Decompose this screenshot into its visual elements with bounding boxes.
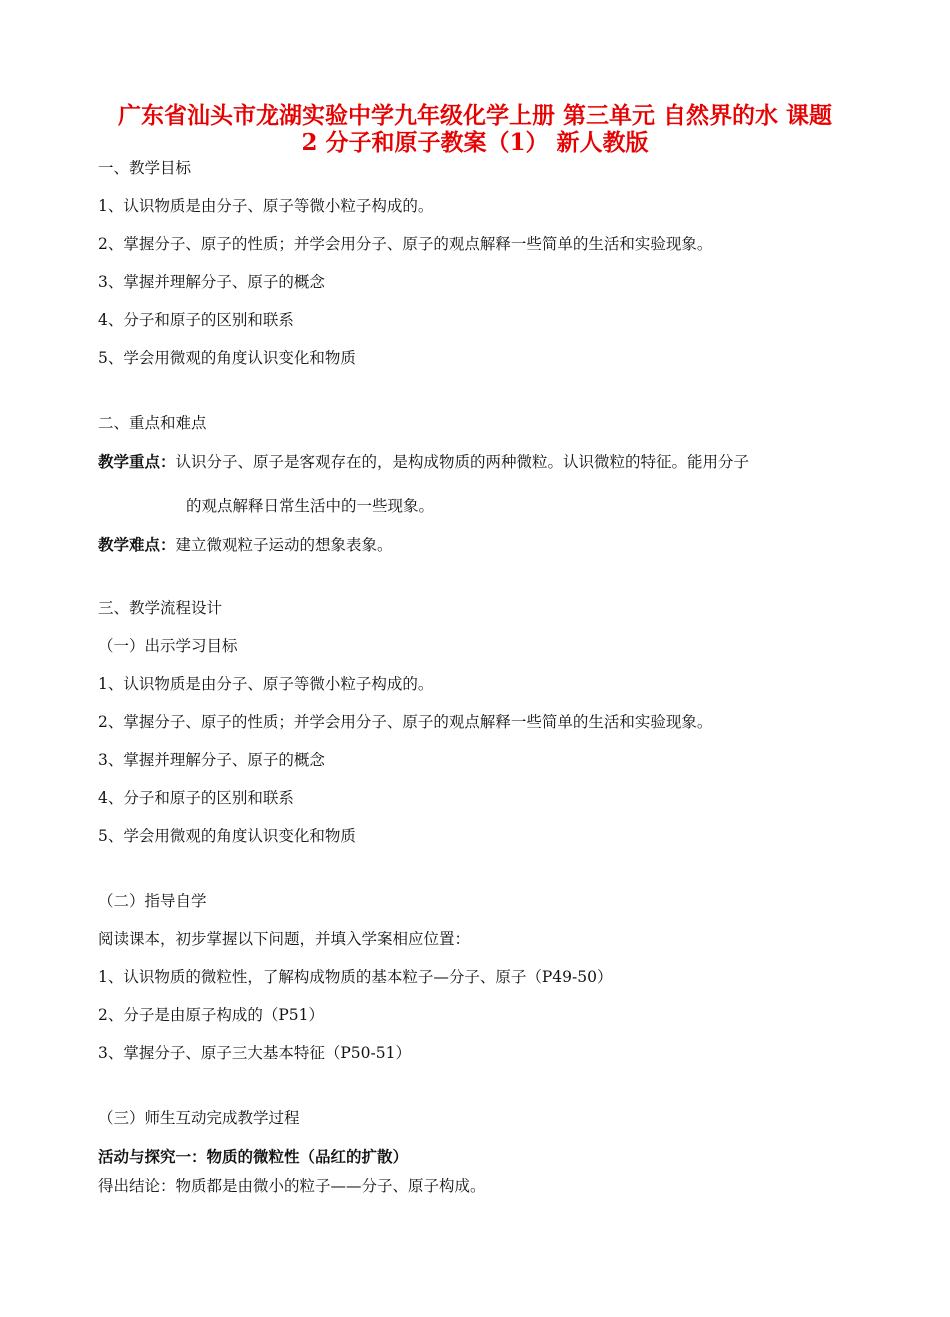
objective-item: 4、分子和原子的区别和联系 bbox=[98, 311, 294, 329]
learning-goal-item: 2、掌握分子、原子的性质；并学会用分子、原子的观点解释一些简单的生活和实验现象。 bbox=[98, 713, 713, 731]
activity-1-heading: 活动与探究一：物质的微粒性（品红的扩散） bbox=[98, 1147, 409, 1166]
difficulty-text: 建立微观粒子运动的想象表象。 bbox=[175, 536, 393, 554]
key-point-label: 教学重点： bbox=[98, 452, 176, 471]
learning-goal-item: 4、分子和原子的区别和联系 bbox=[98, 789, 294, 807]
section-3-heading: 三、教学流程设计 bbox=[98, 599, 223, 617]
self-study-item: 3、掌握分子、原子三大基本特征（P50-51） bbox=[98, 1044, 411, 1062]
objective-item: 1、认识物质是由分子、原子等微小粒子构成的。 bbox=[98, 197, 434, 215]
document-title-line-1: 广东省汕头市龙湖实验中学九年级化学上册 第三单元 自然界的水 课题 bbox=[117, 102, 833, 129]
self-study-item: 2、分子是由原子构成的（P51） bbox=[98, 1006, 325, 1024]
section-1-heading: 一、教学目标 bbox=[98, 159, 192, 177]
objective-item: 5、学会用微观的角度认识变化和物质 bbox=[98, 349, 356, 367]
objective-item: 3、掌握并理解分子、原子的概念 bbox=[98, 273, 325, 291]
difficulty-label: 教学难点： bbox=[98, 535, 176, 554]
self-study-intro: 阅读课本，初步掌握以下问题，并填入学案相应位置： bbox=[98, 930, 471, 948]
learning-goal-item: 1、认识物质是由分子、原子等微小粒子构成的。 bbox=[98, 675, 434, 693]
subsection-1-heading: （一）出示学习目标 bbox=[98, 637, 238, 655]
subsection-2-heading: （二）指导自学 bbox=[98, 892, 207, 910]
learning-goal-item: 3、掌握并理解分子、原子的概念 bbox=[98, 751, 325, 769]
objective-item: 2、掌握分子、原子的性质；并学会用分子、原子的观点解释一些简单的生活和实验现象。 bbox=[98, 235, 713, 253]
key-point-text: 认识分子、原子是客观存在的，是构成物质的两种微粒。认识微粒的特征。能用分子 bbox=[175, 453, 750, 471]
difficulty-line bbox=[98, 535, 393, 555]
learning-goal-item: 5、学会用微观的角度认识变化和物质 bbox=[98, 827, 356, 845]
document-title-line-2: 2 分子和原子教案（1） 新人教版 bbox=[301, 129, 649, 156]
subsection-3-heading: （三）师生互动完成教学过程 bbox=[98, 1109, 300, 1127]
section-2-heading: 二、重点和难点 bbox=[98, 414, 207, 432]
key-point-continuation: 的观点解释日常生活中的一些现象。 bbox=[186, 497, 435, 515]
activity-1-conclusion: 得出结论：物质都是由微小的粒子——分子、原子构成。 bbox=[98, 1177, 486, 1195]
self-study-item: 1、认识物质的微粒性，了解构成物质的基本粒子—分子、原子（P49-50） bbox=[98, 968, 613, 986]
key-point-line bbox=[98, 452, 749, 472]
